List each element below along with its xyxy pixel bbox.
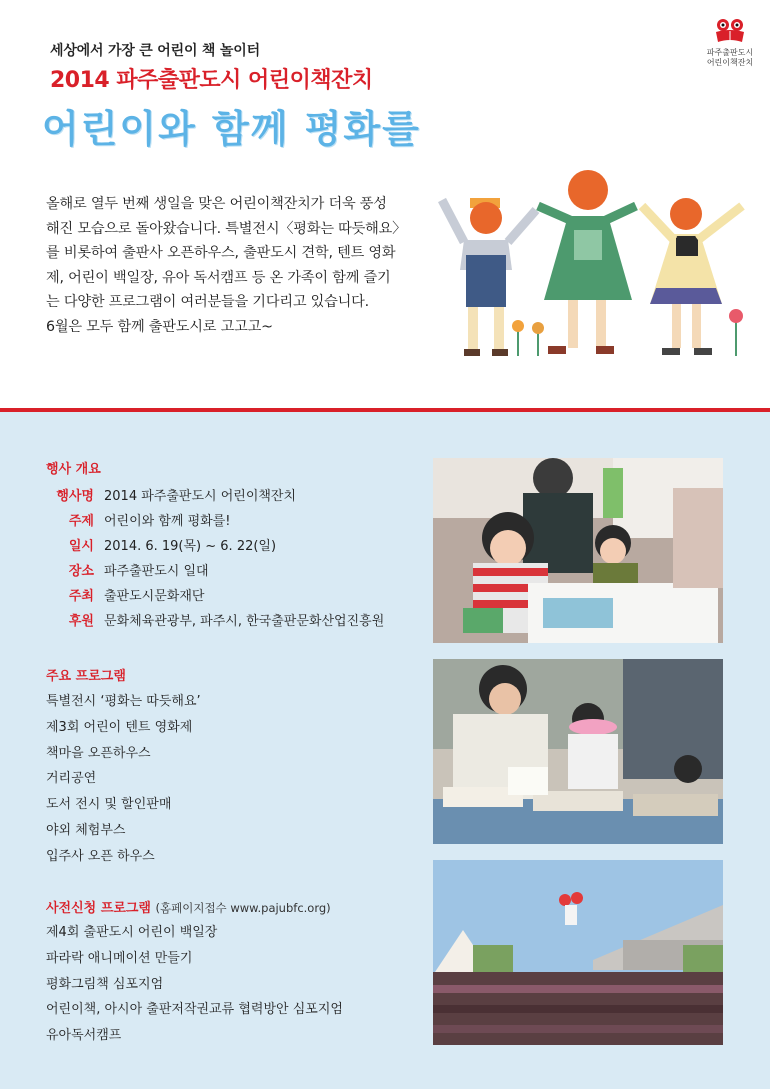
programs-list (46, 689, 201, 870)
intro-line: 올해로 열두 번째 생일을 맞은 어린이책잔치가 더욱 풍성 (46, 196, 387, 212)
festival-logo (702, 18, 758, 68)
list-item: 야외 체험부스 (46, 822, 126, 838)
photo-outdoor-crowd (433, 860, 723, 1045)
overview-row (46, 532, 384, 557)
list-item: 특별전시 ‘평화는 따듯해요’ (46, 694, 201, 709)
child-left-figure (442, 198, 536, 356)
list-item: 거리공연 (46, 771, 97, 787)
overview-value: 2014. 6. 19(목) ~ 6. 22(일) (104, 539, 277, 554)
overview-row (46, 607, 384, 632)
child-middle-figure (538, 170, 636, 354)
child-right-figure (642, 198, 742, 355)
intro-line: 해진 모습으로 돌아왔습니다. 특별전시〈평화는 따듯해요〉 (46, 220, 407, 237)
preregistration-title: 사전신청 프로그램 (46, 901, 151, 916)
overview-row (46, 582, 384, 607)
list-item: 어린이책, 아시아 출판저작권교류 협력방안 심포지엄 (46, 1002, 343, 1018)
list-item: 제4회 출판도시 어린이 백일장 (46, 925, 218, 940)
poster-subtitle: 세상에서 가장 큰 어린이 책 놀이터 (50, 43, 260, 59)
logo-mascot-icon (710, 18, 750, 44)
overview-key: 일시 (68, 539, 94, 554)
intro-paragraph (46, 192, 431, 339)
list-item: 제3회 어린이 텐트 영화제 (46, 719, 193, 735)
photo-children-crafting (433, 458, 723, 643)
list-item: 책마을 오픈하우스 (46, 745, 151, 761)
list-item: 입주사 오픈 하우스 (46, 848, 155, 864)
intro-line: 6월은 모두 함께 출판도시로 고고고~ (46, 318, 273, 335)
preregistration-list (46, 920, 343, 1049)
list-item: 파라락 애니메이션 만들기 (46, 950, 193, 966)
overview-heading: 행사 개요 (46, 462, 101, 477)
overview-value: 출판도시문화재단 (104, 589, 205, 604)
intro-line: 를 비롯하여 출판사 오픈하우스, 출판도시 견학, 텐트 영화 (46, 245, 396, 261)
poster-slogan: 어린이와 함께 평화를 (42, 107, 421, 151)
preregistration-note: (홈페이지접수 www.pajubfc.org) (155, 901, 331, 915)
intro-line: 는 다양한 프로그램이 여러분들을 기다리고 있습니다. (46, 294, 369, 310)
logo-line-2: 어린이책잔치 (706, 58, 754, 67)
overview-key: 주최 (68, 589, 94, 604)
preregistration-heading (46, 897, 331, 916)
overview-table (46, 482, 384, 632)
overview-key: 행사명 (56, 489, 94, 504)
overview-value: 문화체육관광부, 파주시, 한국출판문화산업진흥원 (104, 614, 385, 629)
overview-row (46, 557, 384, 582)
programs-heading: 주요 프로그램 (46, 669, 126, 684)
overview-value: 2014 파주출판도시 어린이책잔치 (104, 489, 297, 504)
overview-key: 장소 (68, 564, 94, 579)
overview-key: 후원 (68, 614, 94, 629)
overview-value: 어린이와 함께 평화를! (104, 514, 231, 529)
list-item: 도서 전시 및 할인판매 (46, 797, 172, 813)
list-item: 평화그림책 심포지엄 (46, 976, 164, 992)
logo-line-1: 파주출판도시 (706, 48, 754, 57)
children-illustration (436, 160, 756, 365)
overview-value: 파주출판도시 일대 (104, 564, 209, 579)
overview-row (46, 507, 384, 532)
overview-key: 주제 (68, 514, 94, 529)
photo-reading-books (433, 659, 723, 844)
list-item: 유아독서캠프 (46, 1028, 122, 1044)
poster-title: 2014 파주출판도시 어린이책잔치 (50, 68, 373, 93)
overview-row (46, 482, 384, 507)
intro-line: 제, 어린이 백일장, 유아 독서캠프 등 온 가족이 함께 즐기 (46, 269, 391, 286)
